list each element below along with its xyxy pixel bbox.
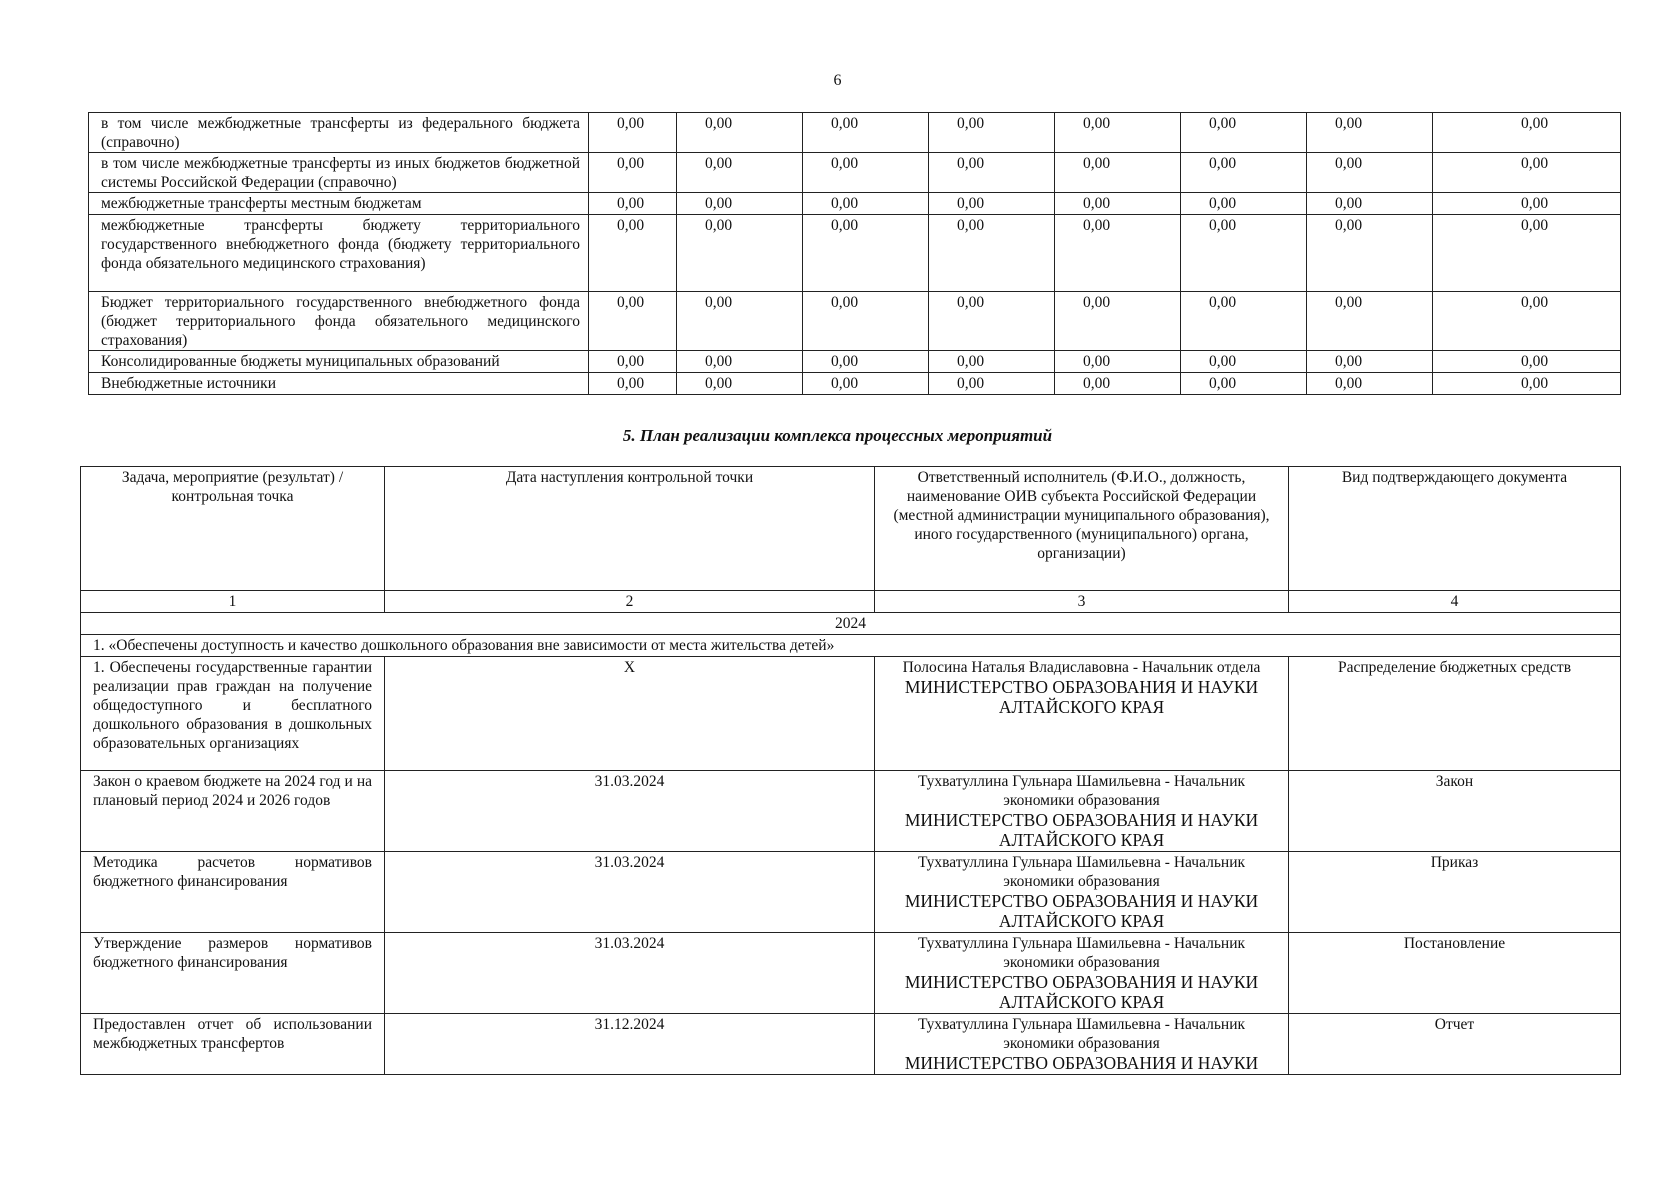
budget-value: 0,00 <box>1055 351 1181 373</box>
budget-value: 0,00 <box>1433 215 1621 292</box>
budget-value: 0,00 <box>803 153 929 193</box>
budget-row-label: в том числе межбюджетные трансферты из федерального бюджета (справочно) <box>89 113 589 153</box>
responsible-organization: МИНИСТЕРСТВО ОБРАЗОВАНИЯ И НАУКИ <box>904 1053 1259 1073</box>
budget-value: 0,00 <box>589 373 677 395</box>
budget-value: 0,00 <box>677 292 803 351</box>
budget-value: 0,00 <box>1307 215 1433 292</box>
budget-value: 0,00 <box>1307 292 1433 351</box>
plan-responsible <box>875 852 1289 933</box>
budget-value: 0,00 <box>1433 351 1621 373</box>
responsible-organization: МИНИСТЕРСТВО ОБРАЗОВАНИЯ И НАУКИ АЛТАЙСКОГО КРАЯ <box>904 677 1259 717</box>
plan-responsible <box>875 771 1289 852</box>
year-cell: 2024 <box>81 613 1621 635</box>
budget-value: 0,00 <box>929 153 1055 193</box>
budget-value: 0,00 <box>1307 153 1433 193</box>
budget-value: 0,00 <box>929 113 1055 153</box>
budget-row <box>89 153 1621 193</box>
responsible-person: Тухватуллина Гульнара Шамильевна - Начальник экономики образования <box>917 854 1246 890</box>
budget-value: 0,00 <box>803 113 929 153</box>
page-number: 6 <box>833 72 842 89</box>
budget-value: 0,00 <box>929 215 1055 292</box>
budget-value: 0,00 <box>929 373 1055 395</box>
plan-row <box>81 852 1621 933</box>
budget-value: 0,00 <box>1181 193 1307 215</box>
budget-value: 0,00 <box>1181 292 1307 351</box>
budget-value: 0,00 <box>803 351 929 373</box>
budget-value: 0,00 <box>677 153 803 193</box>
header-document: Вид подтверждающего документа <box>1289 467 1621 591</box>
header-date: Дата наступления контрольной точки <box>385 467 875 591</box>
column-number: 4 <box>1289 591 1621 613</box>
budget-value: 0,00 <box>1181 351 1307 373</box>
plan-date: 31.12.2024 <box>385 1014 875 1075</box>
budget-row-label: Консолидированные бюджеты муниципальных образований <box>89 351 589 373</box>
budget-value: 0,00 <box>677 113 803 153</box>
plan-header-row <box>81 467 1621 591</box>
budget-value: 0,00 <box>1181 215 1307 292</box>
plan-date: X <box>385 657 875 771</box>
budget-value: 0,00 <box>1433 193 1621 215</box>
budget-value: 0,00 <box>803 193 929 215</box>
column-number: 3 <box>875 591 1289 613</box>
budget-value: 0,00 <box>803 292 929 351</box>
plan-document: Постановление <box>1289 933 1621 1014</box>
plan-responsible <box>875 657 1289 771</box>
year-row <box>81 613 1621 635</box>
plan-document: Закон <box>1289 771 1621 852</box>
budget-value: 0,00 <box>677 193 803 215</box>
budget-value: 0,00 <box>1055 373 1181 395</box>
budget-row <box>89 215 1621 292</box>
responsible-person: Полосина Наталья Владиславовна - Начальник отдела <box>902 659 1261 676</box>
budget-value: 0,00 <box>1181 113 1307 153</box>
budget-value: 0,00 <box>1433 153 1621 193</box>
budget-value: 0,00 <box>1055 113 1181 153</box>
budget-value: 0,00 <box>589 193 677 215</box>
budget-value: 0,00 <box>929 292 1055 351</box>
budget-value: 0,00 <box>589 215 677 292</box>
budget-row <box>89 193 1621 215</box>
budget-row <box>89 351 1621 373</box>
budget-value: 0,00 <box>1307 193 1433 215</box>
plan-table <box>80 466 1621 1075</box>
budget-value: 0,00 <box>1055 292 1181 351</box>
budget-row <box>89 113 1621 153</box>
responsible-organization: МИНИСТЕРСТВО ОБРАЗОВАНИЯ И НАУКИ АЛТАЙСКОГО КРАЯ <box>904 972 1259 1012</box>
budget-value: 0,00 <box>589 351 677 373</box>
plan-responsible <box>875 1014 1289 1075</box>
section-title: 5. План реализации комплекса процессных мероприятий <box>622 426 1053 445</box>
plan-row <box>81 1014 1621 1075</box>
plan-document: Приказ <box>1289 852 1621 933</box>
column-number-row <box>81 591 1621 613</box>
plan-date: 31.03.2024 <box>385 933 875 1014</box>
plan-row <box>81 771 1621 852</box>
budget-value: 0,00 <box>1307 351 1433 373</box>
budget-value: 0,00 <box>803 215 929 292</box>
budget-value: 0,00 <box>929 193 1055 215</box>
responsible-person: Тухватуллина Гульнара Шамильевна - Начальник экономики образования <box>917 1016 1246 1052</box>
budget-row-label: межбюджетные трансферты местным бюджетам <box>89 193 589 215</box>
budget-row-label: межбюджетные трансферты бюджету территориального государственного внебюджетного фонда (бюджету территориального фонда обязательного медицинского страхования) <box>89 215 589 292</box>
task-group-cell: 1. «Обеспечены доступность и качество дошкольного образования вне зависимости от места жительства детей» <box>81 635 1621 657</box>
budget-row-label: Бюджет территориального государственного внебюджетного фонда (бюджет территориального фонда обязательного медицинского страхования) <box>89 292 589 351</box>
plan-document: Отчет <box>1289 1014 1621 1075</box>
task-group-row <box>81 635 1621 657</box>
responsible-person: Тухватуллина Гульнара Шамильевна - Начальник экономики образования <box>917 935 1246 971</box>
budget-row <box>89 292 1621 351</box>
header-task: Задача, мероприятие (результат) / контрольная точка <box>81 467 385 591</box>
plan-responsible <box>875 933 1289 1014</box>
plan-date: 31.03.2024 <box>385 852 875 933</box>
plan-task: Методика расчетов нормативов бюджетного финансирования <box>81 852 385 933</box>
responsible-person: Тухватуллина Гульнара Шамильевна - Начальник экономики образования <box>917 773 1246 809</box>
plan-document: Распределение бюджетных средств <box>1289 657 1621 771</box>
budget-row-label: в том числе межбюджетные трансферты из иных бюджетов бюджетной системы Российской Федерации (справочно) <box>89 153 589 193</box>
budget-value: 0,00 <box>1433 373 1621 395</box>
plan-task: Закон о краевом бюджете на 2024 год и на плановый период 2024 и 2026 годов <box>81 771 385 852</box>
budget-value: 0,00 <box>677 351 803 373</box>
budget-value: 0,00 <box>1433 292 1621 351</box>
budget-row <box>89 373 1621 395</box>
plan-task: 1. Обеспечены государственные гарантии реализации прав граждан на получение общедоступного и бесплатного дошкольного образования в дошкольных образовательных организациях <box>81 657 385 771</box>
budget-value: 0,00 <box>1307 113 1433 153</box>
plan-date: 31.03.2024 <box>385 771 875 852</box>
budget-value: 0,00 <box>1181 373 1307 395</box>
budget-value: 0,00 <box>1307 373 1433 395</box>
budget-value: 0,00 <box>929 351 1055 373</box>
budget-value: 0,00 <box>1055 193 1181 215</box>
budget-value: 0,00 <box>1055 215 1181 292</box>
budget-value: 0,00 <box>1181 153 1307 193</box>
plan-task: Предоставлен отчет об использовании межбюджетных трансфертов <box>81 1014 385 1075</box>
budget-value: 0,00 <box>1433 113 1621 153</box>
budget-row-label: Внебюджетные источники <box>89 373 589 395</box>
budget-table <box>88 112 1621 395</box>
responsible-organization: МИНИСТЕРСТВО ОБРАЗОВАНИЯ И НАУКИ АЛТАЙСКОГО КРАЯ <box>904 810 1259 850</box>
budget-value: 0,00 <box>589 292 677 351</box>
plan-task: Утверждение размеров нормативов бюджетного финансирования <box>81 933 385 1014</box>
budget-value: 0,00 <box>803 373 929 395</box>
responsible-organization: МИНИСТЕРСТВО ОБРАЗОВАНИЯ И НАУКИ АЛТАЙСКОГО КРАЯ <box>904 891 1259 931</box>
budget-value: 0,00 <box>677 373 803 395</box>
plan-row <box>81 657 1621 771</box>
plan-row <box>81 933 1621 1014</box>
budget-value: 0,00 <box>677 215 803 292</box>
column-number: 1 <box>81 591 385 613</box>
budget-value: 0,00 <box>1055 153 1181 193</box>
column-number: 2 <box>385 591 875 613</box>
header-responsible: Ответственный исполнитель (Ф.И.О., должность, наименование ОИВ субъекта Российской Федерации (местной администрации муниципального образования), иного государственного (муниципального) органа, организации) <box>875 467 1289 591</box>
budget-value: 0,00 <box>589 153 677 193</box>
budget-value: 0,00 <box>589 113 677 153</box>
